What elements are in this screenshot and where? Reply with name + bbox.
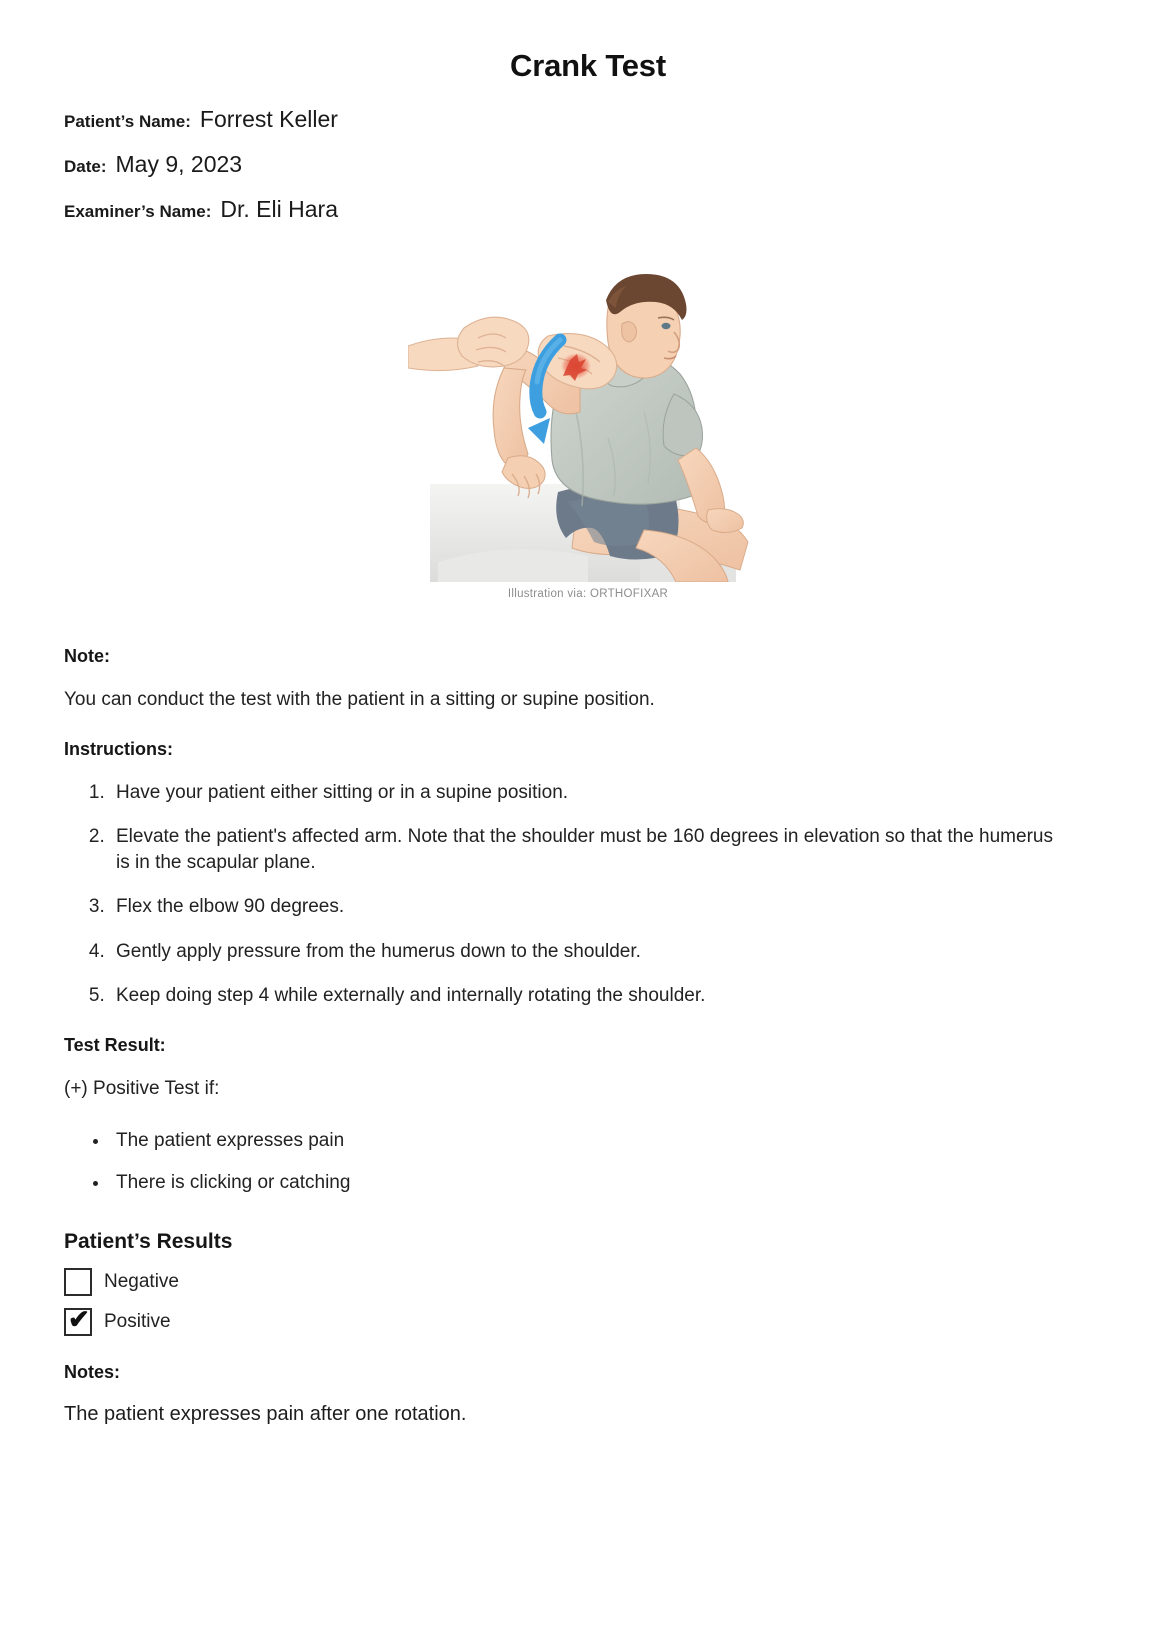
patient-name-label: Patient’s Name: [64,112,191,131]
meta-row-examiner-name [64,194,964,225]
date-value[interactable]: May 9, 2023 [115,151,243,178]
list-item: 5. Keep doing step 4 while externally and internally rotating the shoulder. [110,983,1064,1009]
date-label: Date: [64,157,107,177]
list-item: • The patient expresses pain [110,1128,1064,1154]
checkbox-positive[interactable] [64,1304,92,1336]
result-option-negative[interactable] [64,1268,1064,1296]
notes-heading: Notes: [64,1362,121,1383]
patient-results-options [64,1268,1064,1336]
result-option-positive[interactable] [64,1304,1064,1336]
list-item: 2. Elevate the patient's affected arm. Note that the shoulder must be 160 degrees in elevation so that the humerus is in the scapular plane. [110,824,1064,876]
list-item: • There is clicking or catching [110,1170,1064,1196]
document-body [64,646,1064,1426]
examiner-name-label: Examiner’s Name: [64,202,212,222]
notes-text[interactable]: The patient expresses pain after one rotation. [64,1403,467,1426]
figure-caption: Illustration via: ORTHOFIXAR [507,588,669,600]
note-text: You can conduct the test with the patient in a sitting or supine position. [64,689,655,710]
note-heading: Note: [64,646,110,666]
crank-test-illustration-svg [408,262,768,582]
checkbox-negative[interactable] [64,1268,92,1296]
patient-results-heading: Patient’s Results [64,1230,233,1254]
list-item: 3. Flex the elbow 90 degrees. [110,894,1064,920]
instructions-list [64,780,1064,1009]
meta-row-patient-name [64,104,964,135]
test-result-heading: Test Result: [64,1034,166,1055]
patient-meta-block [64,104,964,239]
positive-criteria-list [64,1128,1064,1196]
patient-name-value[interactable]: Forrest Keller [199,106,338,132]
meta-row-date [64,149,964,180]
page-title: Crank Test [510,48,666,83]
checkbox-positive-label: Positive [104,1311,171,1333]
crank-test-illustration [408,262,768,582]
examiner-name-value[interactable]: Dr. Eli Hara [220,196,338,223]
figure-block [0,262,1176,600]
instructions-heading: Instructions: [64,738,174,759]
list-item: 1. Have your patient either sitting or in a supine position. [110,780,1064,806]
list-item: 4. Gently apply pressure from the humerus down to the shoulder. [110,939,1064,965]
checkmark-icon: ✔ [68,1304,90,1335]
positive-test-intro: (+) Positive Test if: [64,1077,220,1099]
checkbox-negative-label: Negative [104,1271,179,1293]
